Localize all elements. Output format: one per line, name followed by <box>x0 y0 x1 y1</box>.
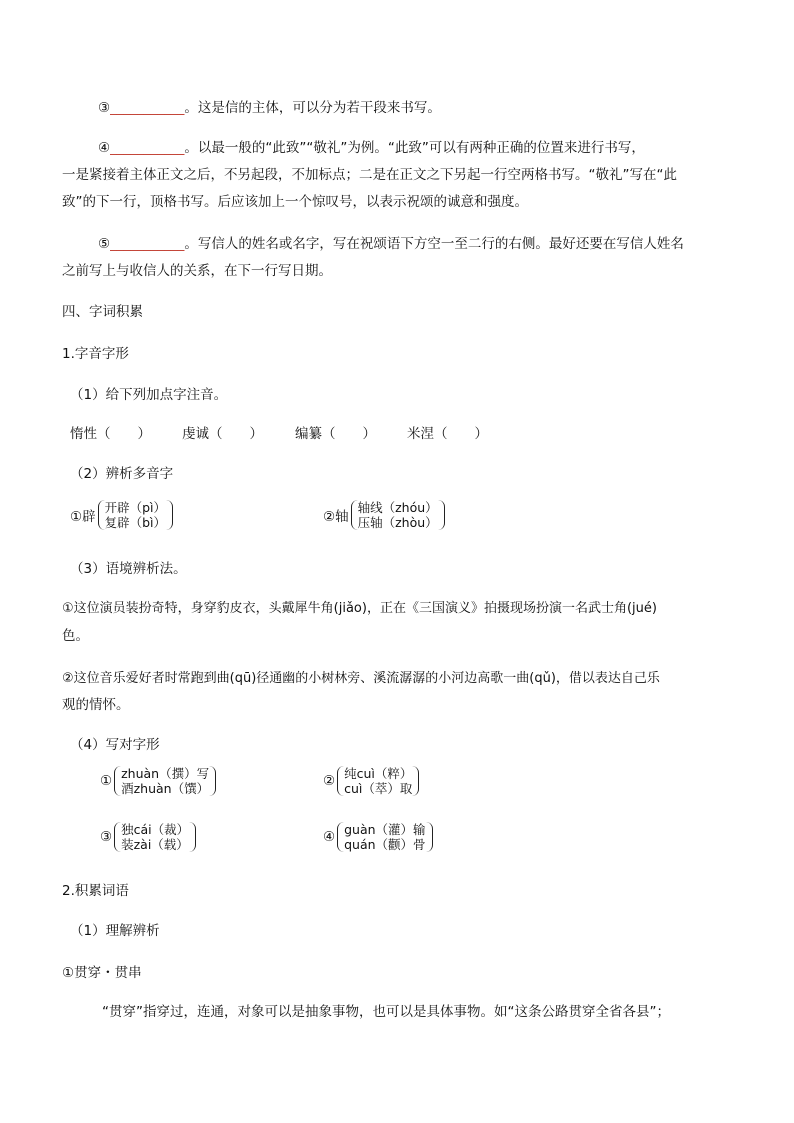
item4-line2: 一是紧接着主体正文之后，不另起段，不加标点；二是在正文之下另起一行空两格书写。“敬礼”写在“此 <box>62 167 677 183</box>
question-label-3: （3）语境辨析法。 <box>70 561 187 577</box>
form-2-line-b: cuì（萃）取 <box>344 781 413 796</box>
item3-text: 。这是信的主体，可以分为若干段来书写。 <box>184 100 441 116</box>
form-3-line-b: 装zài（载） <box>121 837 189 852</box>
pinyin-item-3: 编纂（ ） <box>295 426 376 442</box>
context-sentence-2-line1: ②这位音乐爱好者时常跑到曲(qū)径通幽的小树林旁、溪流潺潺的小河边高歌一曲(qǔ)，借以表达自己乐 <box>62 671 660 686</box>
question-label-1: （1）给下列加点字注音。 <box>70 387 228 403</box>
form-1-line-b: 酒zhuàn（馔） <box>121 781 210 796</box>
form-group-3 <box>100 822 196 852</box>
question-label-5: （1）理解辨析 <box>70 923 160 939</box>
form-group-1 <box>100 766 216 796</box>
subheading-vocabulary: 2.积累词语 <box>62 883 129 899</box>
subheading-pronunciation: 1.字音字形 <box>62 346 129 362</box>
question-label-4: （4）写对字形 <box>70 737 160 753</box>
context-sentence-2-line2: 观的情怀。 <box>62 697 130 713</box>
item5-line2: 之前写上与收信人的关系，在下一行写日期。 <box>62 263 332 279</box>
item4-line3: 致”的下一行，顶格书写。后应该加上一个惊叹号，以表示祝颂的诚意和强度。 <box>62 194 528 210</box>
polyphone-2-line-a: 轴线（zhóu） <box>357 500 438 515</box>
polyphone-1-line-b: 复辟（bì） <box>104 515 167 530</box>
form-brace-2 <box>337 766 419 796</box>
form-1-line-a: zhuàn（撰）写 <box>121 766 210 781</box>
form-group-2 <box>323 766 419 796</box>
polyphone-brace-1 <box>98 500 173 530</box>
polyphone-1-line-a: 开辟（pì） <box>104 500 167 515</box>
item4-marker: ④ <box>98 140 111 156</box>
form-brace-4 <box>337 822 432 852</box>
item3-blank: ___________ <box>110 100 185 116</box>
polyphone-brace-2 <box>351 500 445 530</box>
form-lead-2: ② <box>323 773 336 789</box>
word-pair-label: ①贯穿・贯串 <box>62 965 142 981</box>
form-3-line-a: 独cái（裁） <box>121 822 190 837</box>
item3-marker: ③ <box>98 100 111 116</box>
polyphone-lead-1: ①辟 <box>70 509 96 525</box>
form-4-line-a: guàn（灌）输 <box>344 822 426 837</box>
form-brace-1 <box>114 766 216 796</box>
context-sentence-1-line1: ①这位演员装扮奇特，身穿豹皮衣，头戴犀牛角(jiǎo)，正在《三国演义》拍摄现场扮演一名武士角(jué) <box>62 601 657 616</box>
item4-blank: ___________ <box>110 140 185 156</box>
form-2-line-a: 纯cuì（粹） <box>344 766 413 781</box>
question-label-2: （2）辨析多音字 <box>70 466 174 482</box>
polyphone-2-line-b: 压轴（zhòu） <box>357 515 438 530</box>
word-pair-explanation: “贯穿”指穿过，连通，对象可以是抽象事物，也可以是具体事物。如“这条公路贯穿全省各县”； <box>102 1004 670 1020</box>
item5-blank: ___________ <box>110 236 185 252</box>
item5-text-1: 。写信人的姓名或名字，写在祝颂语下方空一至二行的右侧。最好还要在写信人姓名 <box>184 236 684 252</box>
item4-line1 <box>98 136 645 156</box>
polyphone-lead-2: ②轴 <box>323 509 349 525</box>
form-lead-3: ③ <box>100 829 113 845</box>
pinyin-item-1: 惰性（ ） <box>70 426 151 442</box>
item4-text-1: 。以最一般的“此致”“敬礼”为例。“此致”可以有两种正确的位置来进行书写， <box>184 140 645 156</box>
form-brace-3 <box>114 822 196 852</box>
pinyin-item-2: 虔诚（ ） <box>182 426 263 442</box>
item5-marker: ⑤ <box>98 236 111 252</box>
polyphone-group-2 <box>323 500 445 530</box>
section-heading: 四、字词积累 <box>62 304 143 320</box>
form-group-4 <box>323 822 433 852</box>
form-4-line-b: quán（颧）骨 <box>344 837 426 852</box>
form-lead-1: ① <box>100 773 113 789</box>
pinyin-item-4: 米涅（ ） <box>407 426 488 442</box>
polyphone-group-1 <box>70 500 173 530</box>
context-sentence-1-line2: 色。 <box>62 628 89 644</box>
item3-line <box>98 96 441 116</box>
form-lead-4: ④ <box>323 829 336 845</box>
item5-line1 <box>98 232 684 252</box>
